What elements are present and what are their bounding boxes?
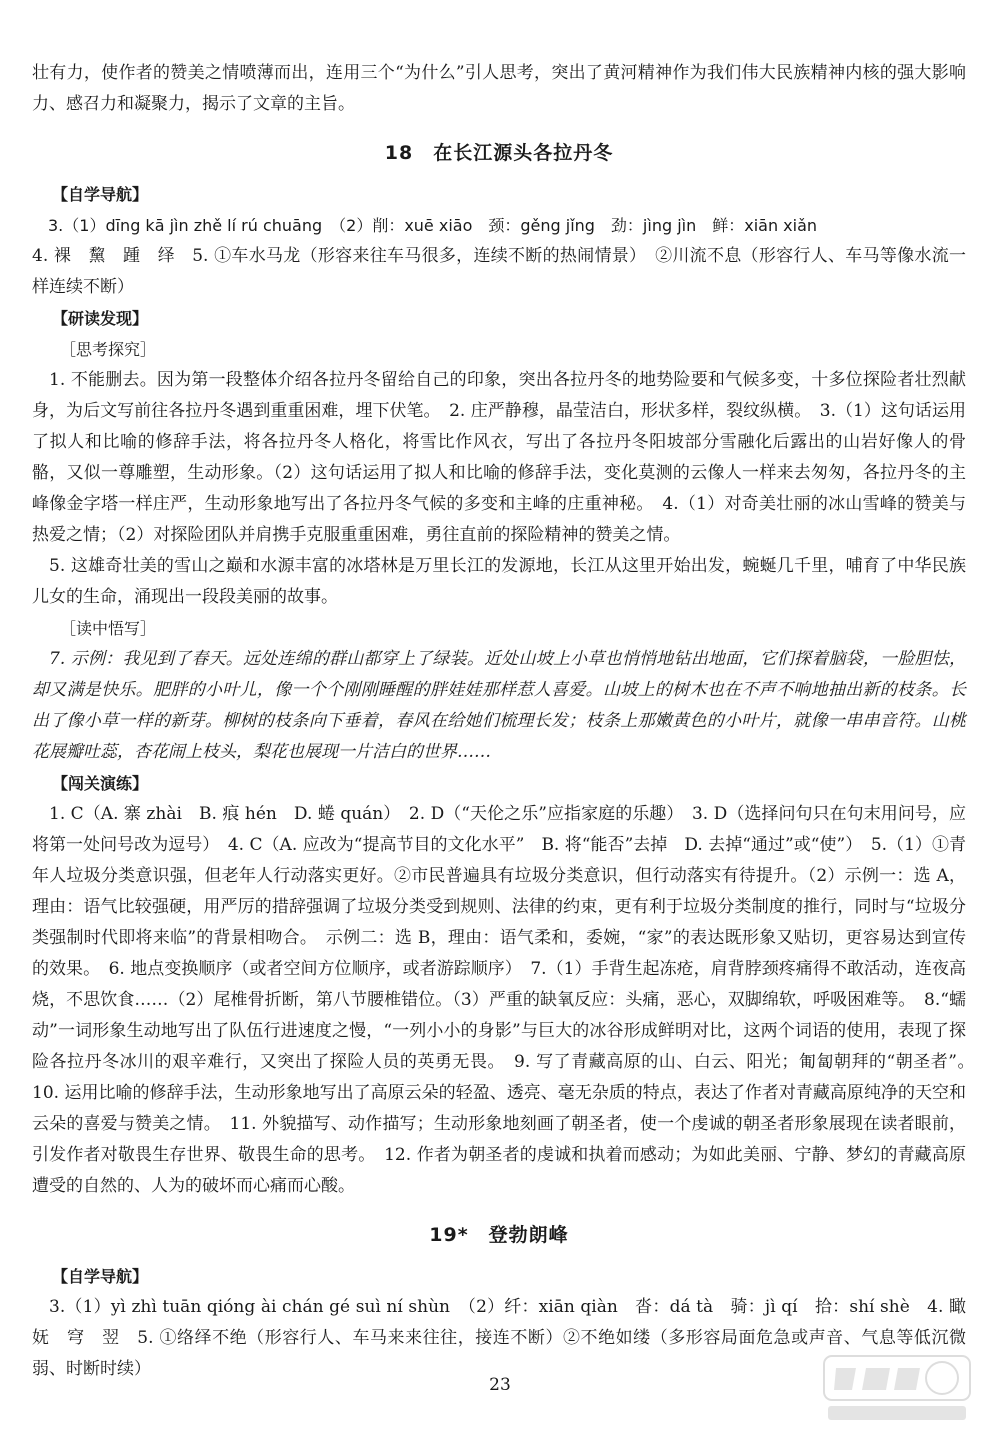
zixue-answers-line1: 3.（1）dīng kā jìn zhě lí rú chuāng （2）削：xuē xiāo 颈：gěng jǐng 劲：jìng jìn 鲜：xiān xiǎn [48, 216, 818, 235]
subsection-duzhong: ［读中悟写］ [60, 619, 157, 638]
page-content [32, 58, 983, 1385]
zixue-19-paragraph: 3.（1）yì zhì tuān qióng ài chán gé suì ní shùn （2）纤：xiān qiàn 沓：dá tà 骑：jì qí 拾：shí shè 4. 瞰 妩 穹 翌 5. ①络绎不绝（形容行人、车马来来往往，接连不断）②不绝如缕（多形容局面危急或声音、气息等低沉微弱、时断时续） [32, 1297, 983, 1379]
lesson-18-title: 18 在长江源头各拉丹冬 [384, 142, 614, 164]
section-heading-chuangguan: 【闯关演练】 [52, 774, 149, 793]
chuangguan-paragraph: 1. C（A. 寨 zhài B. 痕 hén D. 蜷 quán） 2. D（“天伦之乐”应指家庭的乐趣） 3. D（选择问句只在句末用问号，应将第一处问号改为逗号） 4. C（A. 应改为“提高节目的文化水平” B. 将“能否”去掉 D. 去掉“通过”或“使”） 5.（1）①青年人垃圾分类意识强，但老年人行动落实更好。②市民普遍具有垃圾分类意识，但行动落实有待提升。（2）示例一：选 A，理由：语气比较强硬，用严厉的措辞强调了垃圾分类受到规则、法律的约束，更有利于垃圾分类制度的推行，同时与“垃圾分类强制时代即将来临”的背景相吻合。 示例二：选 B，理由：语气柔和，委婉，“家”的表达既形象又贴切，更容易达到宣传的效果。 6. 地点变换顺序（或者空间方位顺序，或者游踪顺序） 7.（1）手背生起冻疮，肩背脖颈疼痛得不敢活动，连夜高烧，不思饮食……（2）尾椎骨折断，第八节腰椎错位。（3）严重的缺氧反应：头痛，恶心，双脚绵软，呼吸困难等。 8.“蠕动”一词形象生动地写出了队伍行进速度之慢，“一列小小的身影”与巨大的冰谷形成鲜明对比，这两个词语的使用，表现了探险各拉丹冬冰川的艰辛难行，又突出了探险人员的英勇无畏。 9. 写了青藏高原的山、白云、阳光；匍匐朝拜的“朝圣者”。 10. 运用比喻的修辞手法，生动形象地写出了高原云朵的轻盈、透亮、毫无杂质的特点，表达了作者对青藏高原纯净的天空和云朵的喜爱与赞美之情。 11. 外貌描写、动作描写；生动形象地刻画了朝圣者，使一个虔诚的朝圣者形象展现在读者眼前，引发作者对敬畏生存世界、敬畏生命的思考。 12. 作者为朝圣者的虔诚和执着而感动；为如此美丽、宁静、梦幻的青藏高原遭受的自然的、人为的破坏而心痛而心酸。 [32, 804, 983, 1196]
section-heading-yandu: 【研读发现】 [52, 309, 149, 328]
watermark-logo [822, 1354, 972, 1424]
duzhong-paragraph: 7. 示例：我见到了春天。远处连绵的群山都穿上了绿装。近处山坡上小草也悄悄地钻出地面，它们探着脑袋，一脸胆怯，却又满是快乐。肥胖的小叶儿，像一个个刚刚睡醒的胖娃娃那样惹人喜爱。山坡上的树木也在不声不响地抽出新的枝条。长出了像小草一样的新芽。柳树的枝条向下垂着，春风在给她们梳理长发；枝条上那嫩黄色的小叶片，就像一串串音符。山桃花展瓣吐蕊，杏花闹上枝头，梨花也展现一片洁白的世界…… [32, 649, 966, 762]
page-number: 23 [489, 1375, 511, 1395]
zixue-answers-line2: 4. 裸 黧 踵 绎 5. ①车水马龙（形容来往车马很多，连续不断的热闹情景） ②川流不息（形容行人、车马等像水流一样连续不断） [32, 246, 966, 297]
sikao-paragraph-1: 1. 不能删去。因为第一段整体介绍各拉丹冬留给自己的印象，突出各拉丹冬的地势险要和气候多变，十多位探险者壮烈献身，为后文写前往各拉丹冬遇到重重困难，埋下伏笔。 2. 庄严静穆，晶莹洁白，形状多样，裂纹纵横。 3.（1）这句话运用了拟人和比喻的修辞手法，将各拉丹冬人格化，将雪比作风衣，写出了各拉丹冬阳坡部分雪融化后露出的山岩好像人的骨骼，又似一尊雕塑，生动形象。（2）这句话运用了拟人和比喻的修辞手法，变化莫测的云像人一样来去匆匆，各拉丹冬的主峰像金字塔一样庄严，生动形象地写出了各拉丹冬气候的多变和主峰的庄重神秘。 4.（1）对奇美壮丽的冰山雪峰的赞美与热爱之情；（2）对探险团队并肩携手克服重重困难，勇往直前的探险精神的赞美之情。 [32, 370, 966, 545]
section-heading-zixue: 【自学导航】 [52, 185, 149, 204]
sikao-paragraph-2: 5. 这雄奇壮美的雪山之巅和水源丰富的冰塔林是万里长江的发源地，长江从这里开始出发，蜿蜒几千里，哺育了中华民族儿女的生命，涌现出一段段美丽的故事。 [32, 556, 966, 607]
section-heading-zixue-19: 【自学导航】 [52, 1267, 149, 1286]
intro-paragraph: 壮有力，使作者的赞美之情喷薄而出，连用三个“为什么”引人思考，突出了黄河精神作为我们伟大民族精神内核的强大影响力、感召力和凝聚力，揭示了文章的主旨。 [32, 63, 966, 114]
lesson-19-title: 19* 登勃朗峰 [429, 1224, 569, 1246]
subsection-sikao: ［思考探究］ [60, 340, 157, 359]
